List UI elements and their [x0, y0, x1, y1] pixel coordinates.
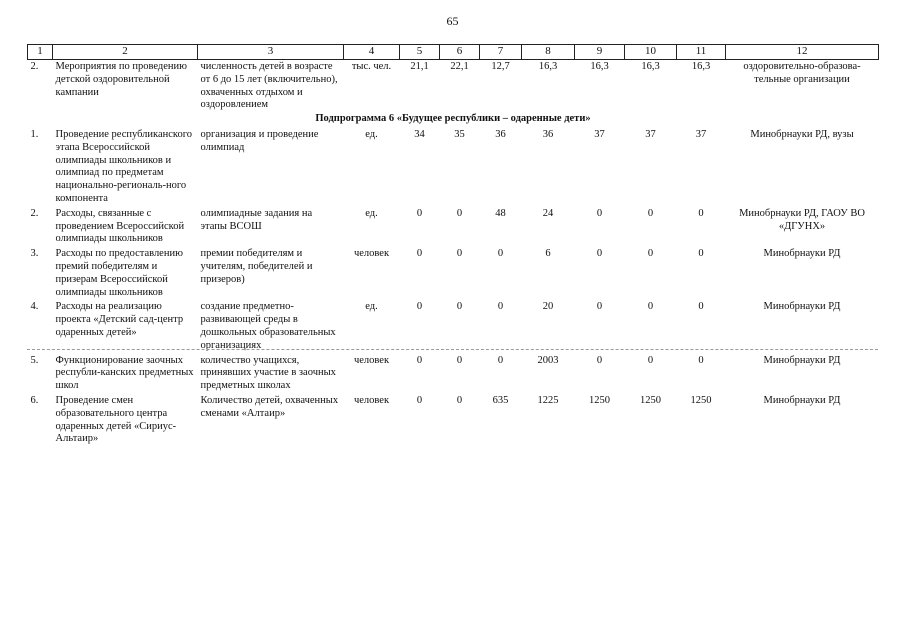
value-cell: 0 [456, 248, 463, 260]
activity-name: Проведение республиканского этапа Всероссийской олимпиады школьников и олимпиад по предметам национально-региональ-ного компонента [55, 128, 193, 204]
value-cell: 1250 [589, 394, 610, 406]
column-header: 11 [677, 45, 726, 60]
unit-cell: ед. [365, 301, 378, 313]
value-cell: 0 [456, 301, 463, 313]
value-cell: 0 [456, 354, 463, 366]
value-cell: 0 [416, 394, 423, 406]
row-number: 2. [30, 207, 39, 219]
value-cell: 21,1 [410, 61, 429, 72]
value-cell: 22,1 [450, 61, 469, 72]
value-cell: 0 [456, 207, 463, 219]
row-number: 1. [30, 128, 39, 140]
row-number: 3. [30, 248, 39, 260]
value-cell: 0 [497, 248, 504, 260]
value-cell: 0 [416, 248, 423, 260]
row-number: 5. [30, 354, 39, 366]
value-cell: 35 [454, 128, 465, 140]
indicator-name: Количество детей, охваченных сменами «Алтаир» [200, 394, 339, 419]
value-cell: 37 [594, 128, 605, 140]
value-cell: 0 [647, 207, 654, 219]
table-row [28, 207, 879, 247]
rows-after [28, 128, 879, 447]
scan-dashed-line [27, 349, 878, 350]
unit-cell: человек [353, 394, 390, 406]
value-cell: 0 [416, 354, 423, 366]
value-cell: 16,3 [641, 61, 660, 72]
table-row [28, 128, 879, 207]
unit-cell: человек [353, 248, 390, 260]
column-header: 6 [440, 45, 480, 60]
responsible-cell: Минобрнауки РД [763, 394, 841, 406]
indicator-name: олимпиадные задания на этапы ВСОШ [200, 207, 313, 232]
indicator-name: количество учащихся, принявших участие в заочных предметных школах [200, 354, 336, 392]
value-cell: 0 [698, 207, 704, 219]
responsible-cell: Минобрнауки РД [763, 354, 841, 366]
header-row [28, 45, 879, 60]
table-row [28, 354, 879, 394]
value-cell: 37 [695, 128, 707, 140]
column-header: 8 [522, 45, 575, 60]
table-row [28, 60, 879, 114]
column-header: 7 [480, 45, 522, 60]
unit-cell: ед. [365, 128, 378, 140]
indicator-name: премии победителям и учителям, победителей и призеров) [200, 248, 313, 285]
value-cell: 20 [542, 301, 554, 313]
responsible-cell: Минобрнауки РД [763, 248, 841, 260]
value-cell: 0 [698, 248, 704, 260]
table-row [28, 394, 879, 447]
value-cell: 0 [596, 301, 603, 313]
activities-table [27, 44, 879, 447]
value-cell: 0 [497, 354, 504, 366]
page-number: 65 [446, 14, 459, 28]
responsible-cell: Минобрнауки РД, вузы [750, 128, 854, 140]
value-cell: 6 [545, 248, 551, 260]
value-cell: 0 [647, 354, 654, 366]
indicator-name: организация и проведение олимпиад [200, 128, 319, 153]
indicator-name: численность детей в возрасте от 6 до 15 лет (включительно), охваченных отдыхом и оздоровлением [200, 61, 338, 111]
activity-name: Расходы на реализацию проекта «Детский сад-центр одаренных детей» [55, 301, 184, 338]
column-header: 2 [53, 45, 198, 60]
row-number: 6. [30, 394, 39, 406]
value-cell: 16,3 [538, 61, 558, 72]
value-cell: 16,3 [691, 61, 711, 72]
subprogram-row [28, 113, 879, 128]
value-cell: 0 [497, 301, 504, 313]
value-cell: 48 [495, 207, 506, 219]
value-cell: 0 [596, 354, 603, 366]
row-number: 2. [30, 61, 39, 72]
unit-cell: тыс. чел. [351, 61, 392, 72]
rows-before [28, 60, 879, 114]
value-cell: 0 [456, 394, 463, 406]
row-number: 4. [30, 301, 39, 313]
value-cell: 0 [596, 248, 603, 260]
column-header: 9 [575, 45, 625, 60]
value-cell: 0 [698, 354, 704, 366]
responsible-cell: Минобрнауки РД, ГАОУ ВО «ДГУНХ» [739, 207, 865, 232]
unit-cell: ед. [365, 207, 378, 219]
table-row [28, 247, 879, 300]
column-header: 12 [726, 45, 879, 60]
value-cell: 12,7 [491, 61, 510, 72]
unit-cell: человек [353, 354, 390, 366]
value-cell: 24 [542, 207, 554, 219]
activity-name: Расходы, связанные с проведением Всероссийской олимпиады школьников [55, 207, 185, 245]
value-cell: 36 [495, 128, 506, 140]
value-cell: 0 [647, 248, 654, 260]
activity-name: Расходы по предоставлению премий победителям и призерам Всероссийской олимпиады школьников [55, 248, 183, 298]
activity-name: Функционирование заочных республи-канских предметных школ [55, 354, 194, 392]
responsible-cell: оздоровительно-образова-тельные организации [743, 61, 861, 85]
value-cell: 0 [416, 207, 423, 219]
indicator-name: создание предметно-развивающей среды в дошкольных образовательных организациях [200, 301, 336, 351]
value-cell: 2003 [537, 354, 559, 366]
column-header: 1 [28, 45, 53, 60]
value-cell: 34 [414, 128, 425, 140]
column-header: 4 [344, 45, 400, 60]
value-cell: 1250 [640, 394, 661, 406]
value-cell: 635 [492, 394, 509, 406]
value-cell: 1250 [690, 394, 712, 406]
subprogram-section [28, 113, 879, 128]
value-cell: 0 [647, 301, 654, 313]
value-cell: 0 [596, 207, 603, 219]
value-cell: 0 [698, 301, 704, 313]
value-cell: 0 [416, 301, 423, 313]
column-header: 5 [400, 45, 440, 60]
value-cell: 37 [645, 128, 656, 140]
subprogram-title: Подпрограмма 6 «Будущее республики – одаренные дети» [315, 113, 591, 125]
responsible-cell: Минобрнауки РД [763, 301, 841, 313]
column-header: 10 [625, 45, 677, 60]
value-cell: 1225 [537, 394, 559, 406]
column-header: 3 [198, 45, 344, 60]
table-row [28, 300, 879, 353]
activity-name: Проведение смен образовательного центра одаренных детей «Сириус-Альтаир» [55, 394, 177, 445]
value-cell: 36 [542, 128, 554, 140]
activity-name: Мероприятия по проведению детской оздоровительной кампании [55, 61, 187, 98]
value-cell: 16,3 [590, 61, 609, 72]
